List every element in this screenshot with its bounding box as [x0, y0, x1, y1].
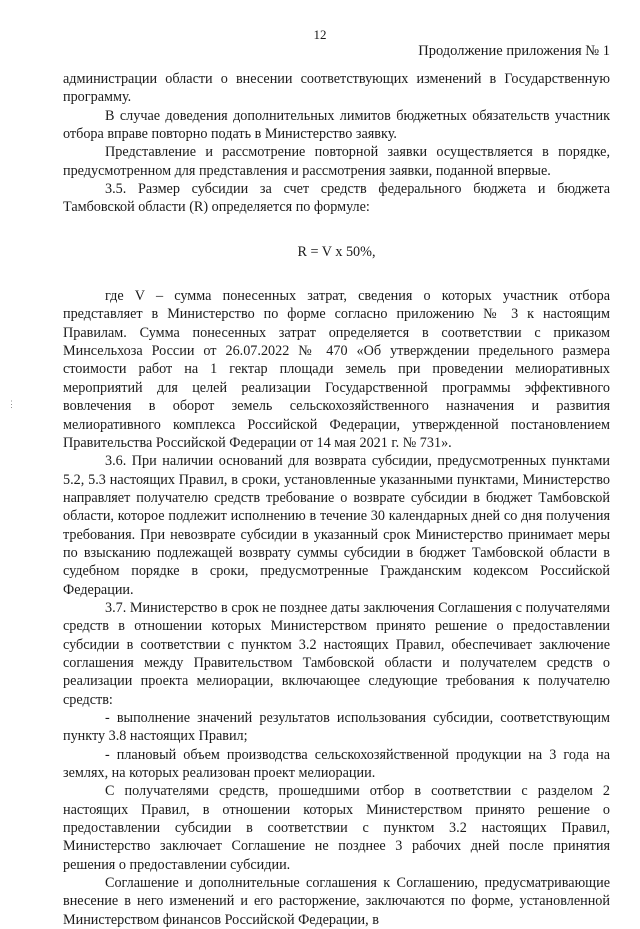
margin-mark: ⋮ — [7, 399, 16, 409]
paragraph: В случае доведения дополнительных лимитов бюджетных обязательств участник отбора вправе повторно подать в Министерство заявку. — [63, 107, 610, 143]
list-item: - выполнение значений результатов использования субсидии, соответствующим пункту 3.8 настоящих Правил; — [63, 710, 610, 745]
paragraph: 3.6. При наличии оснований для возврата субсидии, предусмотренных пунктами 5.2, 5.3 настоящих Правил, в сроки, установленные указанными пунктами, Министерство направляет получателю средств требование о возврате субсидии в бюджет Тамбовской области, которое подлежит исполнению в течение 30 календарных дней со дня получения требования. При невозврате субсидии в указанный срок Министерство принимает меры по взысканию подлежащей возврату суммы субсидии в бюджет Тамбовской области в судебном порядке в сроки, предусмотренные Гражданским кодексом Российской Федерации. — [63, 453, 610, 598]
paragraph: администрации области о внесении соответствующих изменений в Государственную программу. — [63, 71, 610, 106]
document-body — [63, 70, 610, 929]
paragraph: Представление и рассмотрение повторной заявки осуществляется в порядке, предусмотренном для представления и рассмотрения заявки, поданной впервые. — [63, 144, 610, 179]
paragraph: С получателями средств, прошедшими отбор в соответствии с разделом 2 настоящих Правил, в отношении которых Министерством принято решение о предоставлении субсидии в соответствии с пунктом 3.2 настоящих Правил, Министерство заключает Соглашение не позднее 3 рабочих дней после принятия решения о предоставлении субсидии. — [63, 783, 610, 873]
paragraph: 3.7. Министерство в срок не позднее даты заключения Соглашения с получателями средств в отношении которых Министерством принято решение о предоставлении субсидии в соответствии с пунктом 3.2 настоящих Правил, обеспечивает заключение соглашения между Правительством Тамбовской области и получателем средств о реализации проекта мелиорации, включающее следующие требования к получателю средств: — [63, 599, 610, 708]
list-item: - плановый объем производства сельскохозяйственной продукции на 3 года на землях, на которых реализован проект мелиорации. — [63, 746, 610, 782]
paragraph: 3.5. Размер субсидии за счет средств федерального бюджета и бюджета Тамбовской области (R) определяется по формуле: — [63, 181, 610, 216]
paragraph: где V – сумма понесенных затрат, сведения о которых участник отбора представляет в Министерство по форме согласно приложению № 3 к настоящим Правилам. Сумма понесенных затрат определяется в соответствии с приказом Минсельхоза России от 26.07.2022 № 470 «Об утверждении предельного размера стоимости работ на 1 гектар площади земель при проведении мелиоративных мероприятий для целей реализации Государственной программы эффективного вовлечения в оборот земель сельскохозяйственного назначения и развития мелиоративного комплекса Российской Федерации, утвержденной постановлением Правительства Российской Федерации от 14 мая 2021 г. № 731». — [63, 288, 610, 451]
appendix-header: Продолжение приложения № 1 — [418, 43, 610, 59]
paragraph: Соглашение и дополнительные соглашения к Соглашению, предусматривающие внесение в него изменений и его расторжение, заключаются по форме, установленной Министерством финансов Российской Федерации, в — [63, 875, 610, 928]
formula: R = V x 50%, — [297, 243, 376, 260]
page-number: 12 — [313, 27, 327, 42]
